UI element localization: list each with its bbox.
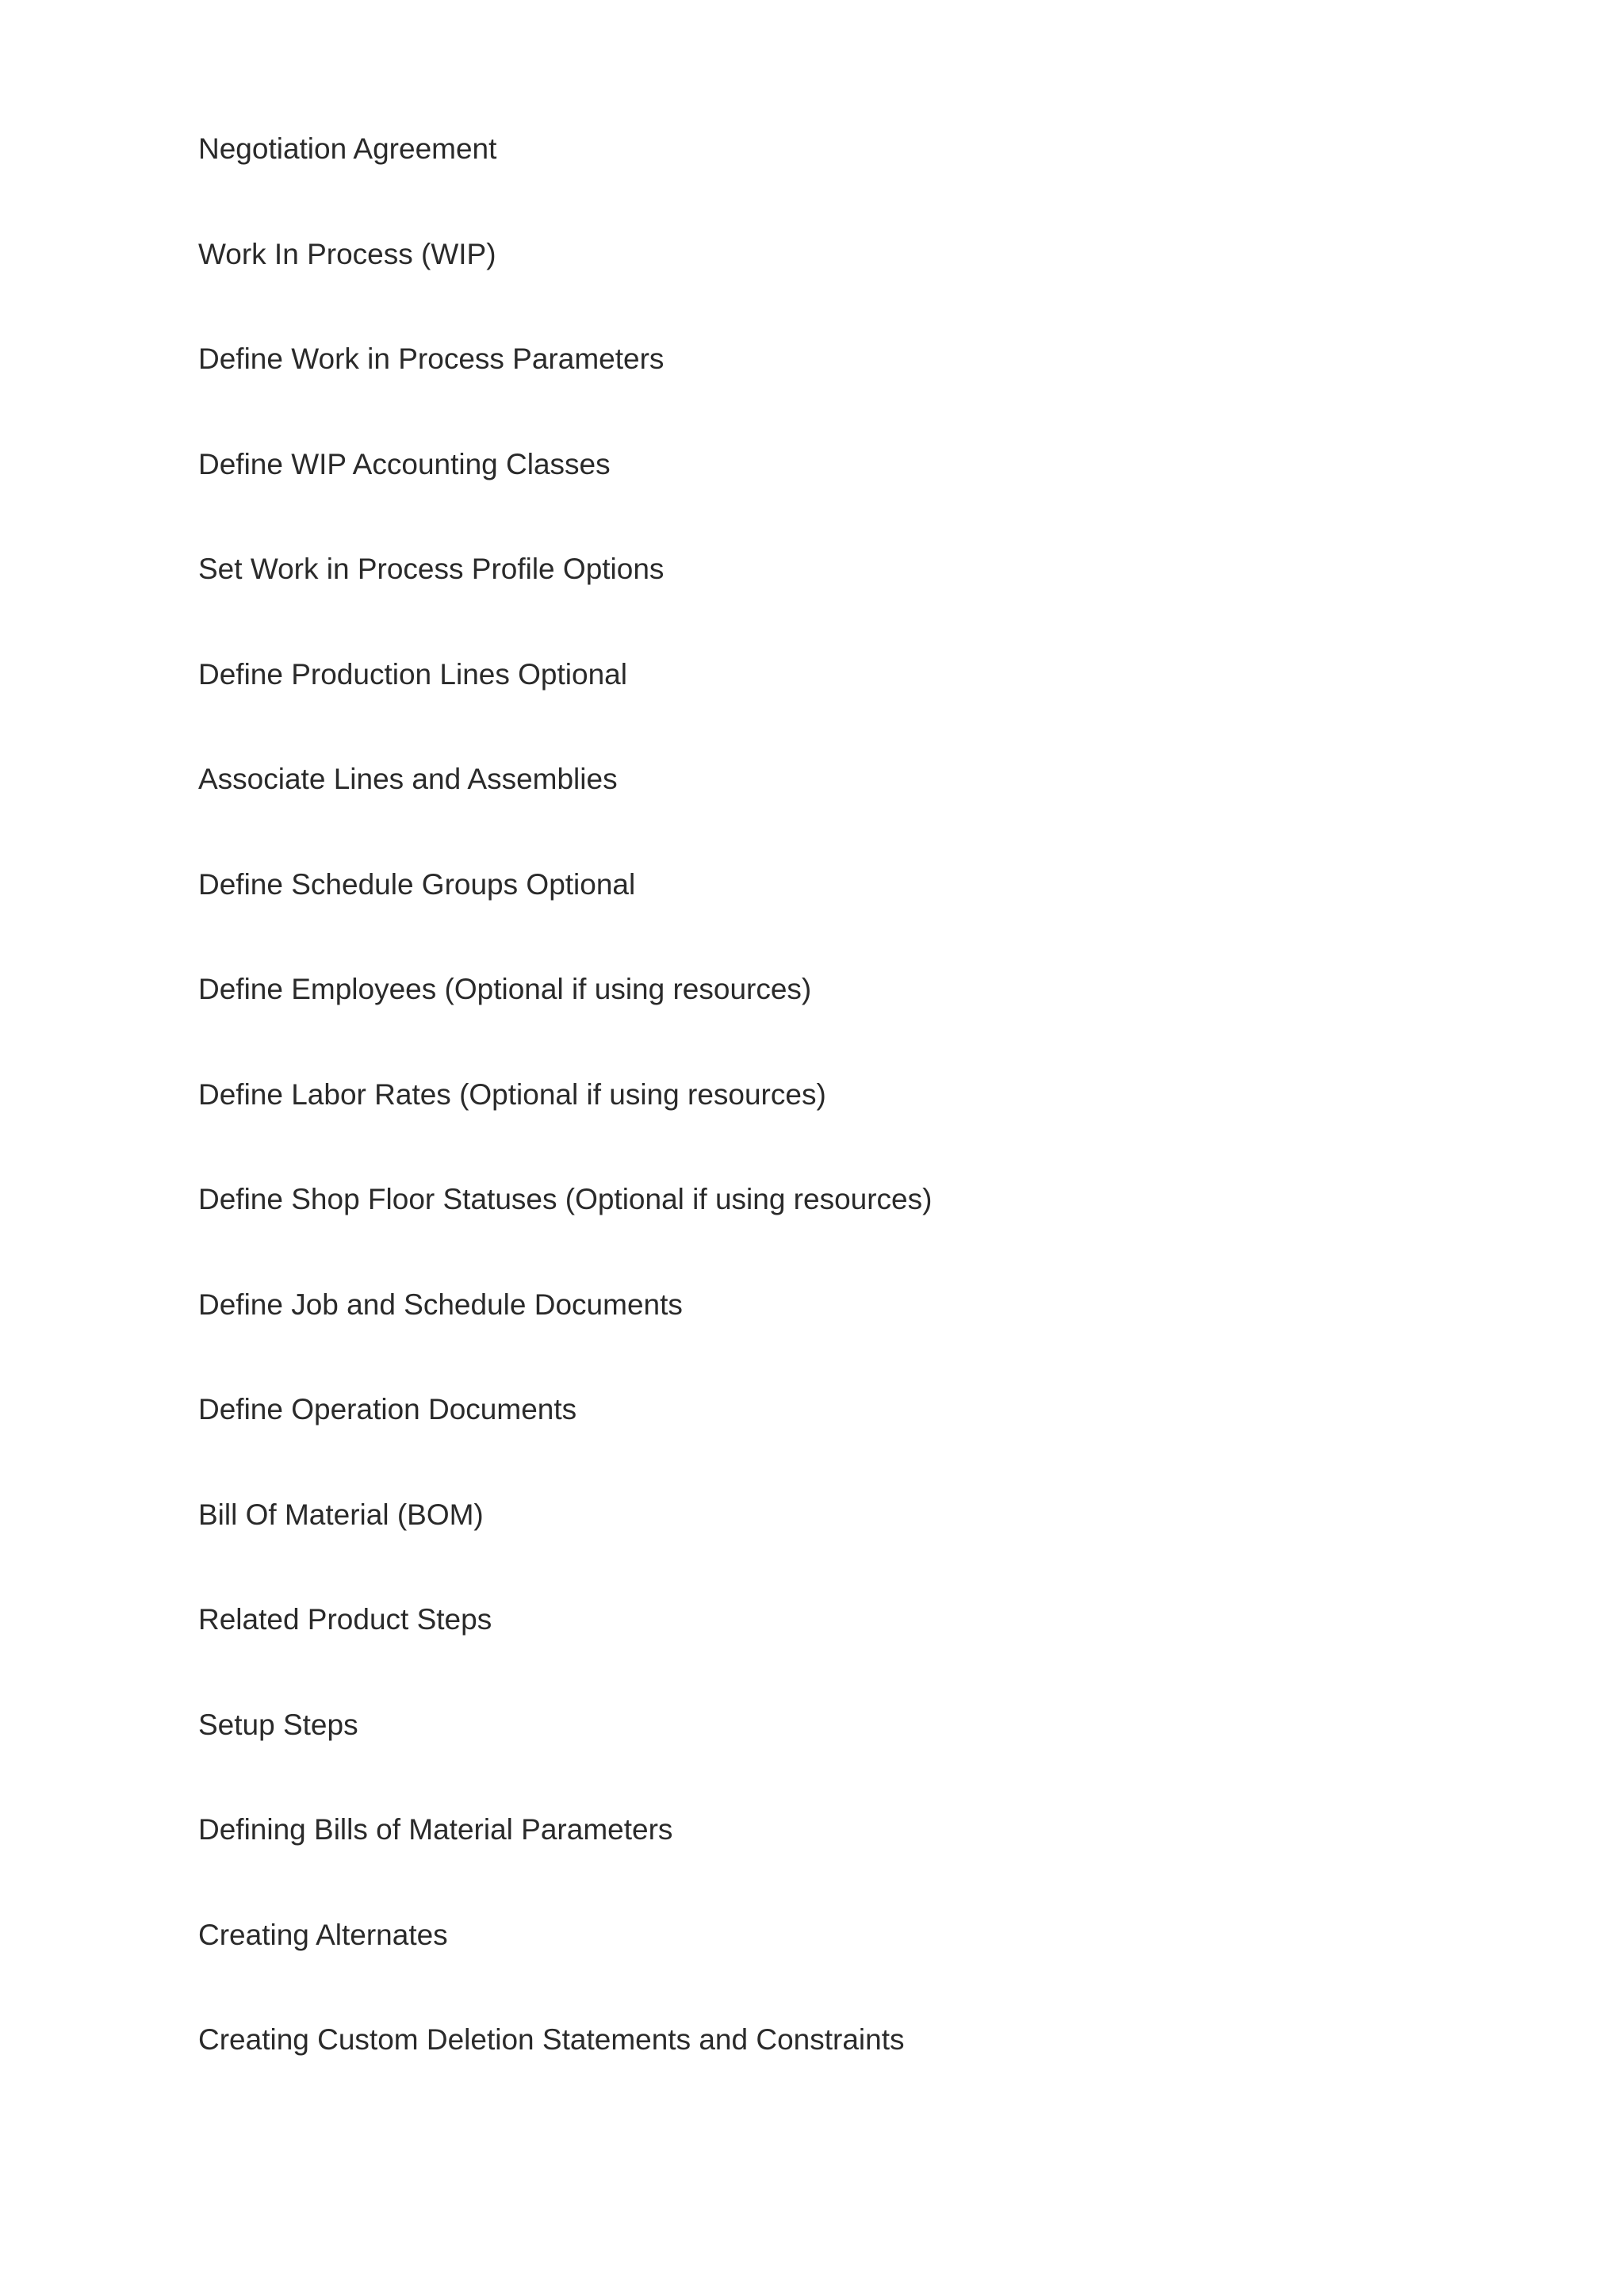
document-line: Creating Alternates <box>198 1918 448 1951</box>
document-item-list <box>198 127 932 2123</box>
document-line: Setup Steps <box>198 1708 358 1741</box>
document-line: Creating Custom Deletion Statements and Constraints <box>198 2023 905 2056</box>
document-line: Define Job and Schedule Documents <box>198 1288 683 1321</box>
document-line: Work In Process (WIP) <box>198 237 496 270</box>
document-line: Set Work in Process Profile Options <box>198 553 665 585</box>
document-line: Define Schedule Groups Optional <box>198 867 636 901</box>
document-line: Negotiation Agreement <box>198 132 497 165</box>
document-line: Related Product Steps <box>198 1603 492 1636</box>
document-line: Define Employees (Optional if using resources) <box>198 973 812 1005</box>
document-line: Define Shop Floor Statuses (Optional if using resources) <box>198 1183 933 1215</box>
document-line: Associate Lines and Assemblies <box>198 763 618 795</box>
document-line: Define Operation Documents <box>198 1393 577 1425</box>
document-line: Bill Of Material (BOM) <box>198 1498 484 1531</box>
document-line: Define Labor Rates (Optional if using resources) <box>198 1077 826 1111</box>
document-line: Define WIP Accounting Classes <box>198 447 611 480</box>
document-line: Defining Bills of Material Parameters <box>198 1813 673 1846</box>
document-line: Define Work in Process Parameters <box>198 342 665 375</box>
document-line: Define Production Lines Optional <box>198 657 627 691</box>
